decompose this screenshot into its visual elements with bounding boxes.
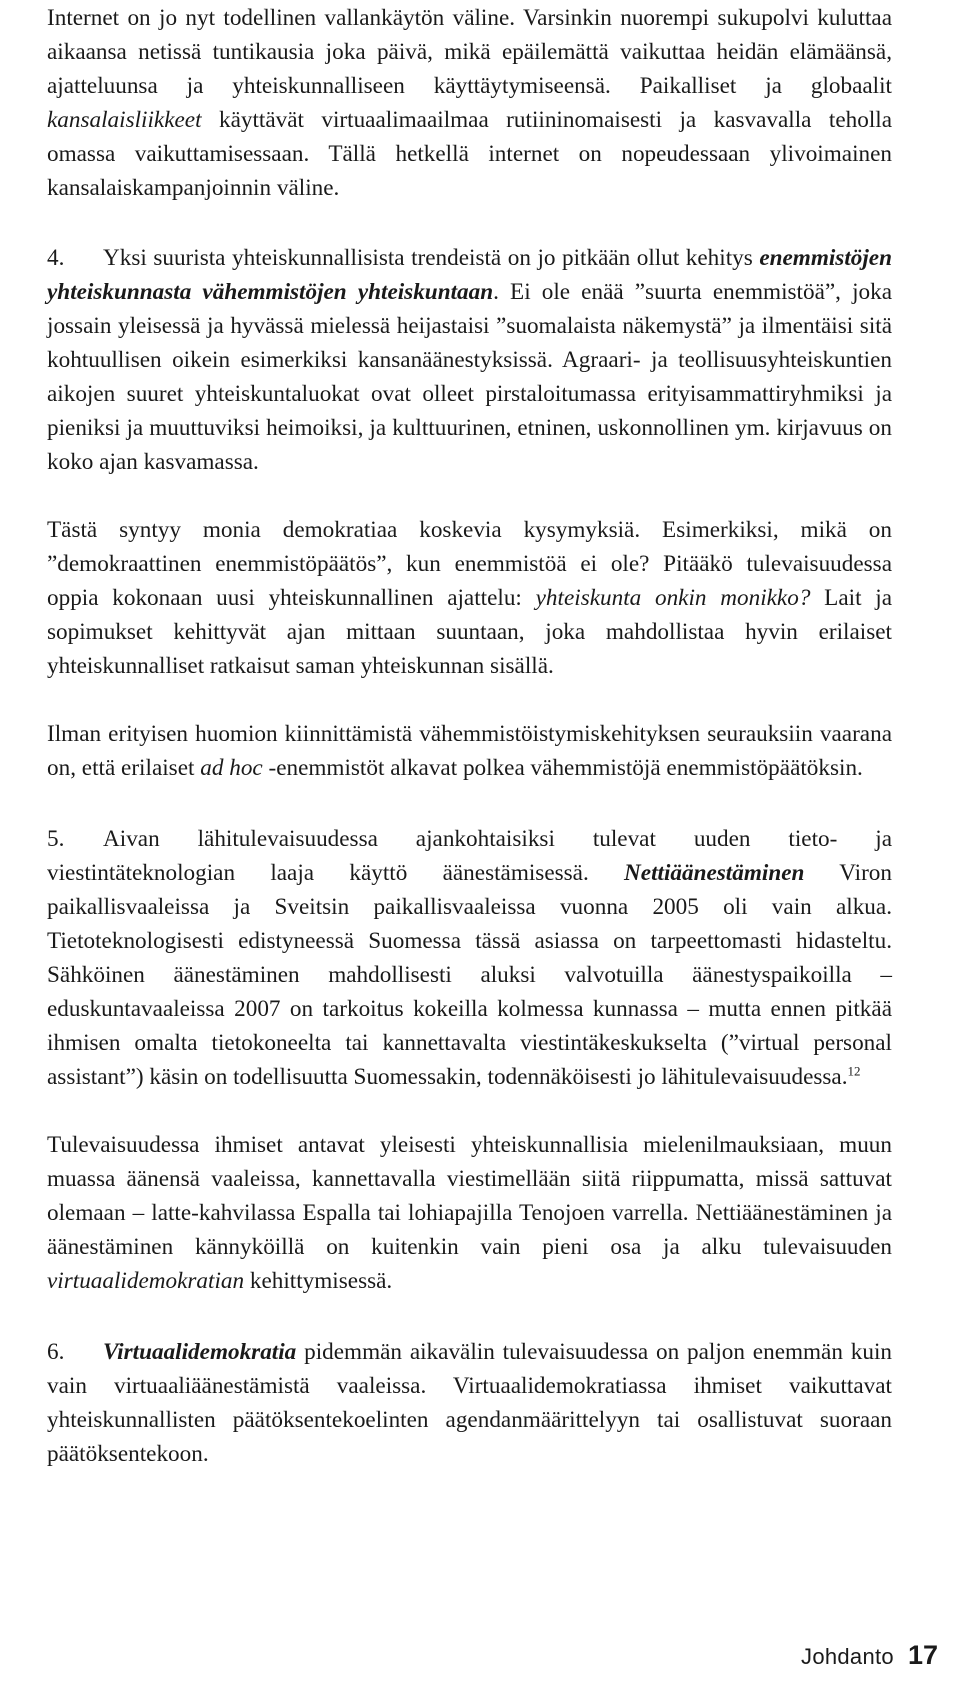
paragraph-minorities: Yksi suurista yhteiskunnallisista trendeistä on jo pitkään ollut kehitys enemmistöjen yhteiskunnasta vähemmistöjen yhteiskuntaan. Ei ole enää ”suurta enemmistöä”, joka jossain yleisessä ja hyvässä mielessä heijastaisi ”suomalaista näkemystä” ja ilmentäisi sitä kohtuullisen oikein esimerkiksi kansanäänestyksissä. Agraari- ja teollisuusyhteiskuntien aikojen suuret yhteiskuntaluokat ovat olleet pirstaloitumassa erityisammattiryhmiksi ja pieniksi ja muuttuviksi heimoiksi, ja kulttuurinen, etninen, uskonnollinen ym. kirjavuus on koko ajan kasvamassa.: [47, 245, 892, 475]
paragraph-e-voting: Aivan lähitulevaisuudessa ajankohtaisiksi tulevat uuden tieto- ja viestintäteknologian laaja käyttö äänestämisessä. Nettiäänestäminen Viron paikallisvaaleissa ja Sveitsin paikallisvaaleissa vuonna 2005 oli vain alkua. Tietoteknologisesti edistyneessä Suomessa tässä asiassa on tarpeettomasti hidasteltu. Sähköinen äänestäminen mahdollisesti aluksi valvotuilla äänestyspaikoilla – eduskuntavaaleissa 2007 on tarkoitus kokeilla kolmessa kunnassa – mutta ennen pitkää ihmisen omalta tietokoneelta tai kannettavalta viestintäkeskukselta (”virtual personal assistant”) käsin on todellisuutta Suomessakin, todennäköisesti jo lähitulevaisuudessa.$^{12}$: [47, 826, 892, 1090]
paragraph-internet: Internet on jo nyt todellinen vallankäytön väline. Varsinkin nuorempi sukupolvi kuluttaa aikaansa netissä tuntikausia joka päivä, mikä epäilemättä vaikuttaa heidän elämäänsä, ajatteluunsa ja yhteiskunnalliseen käyttäytymiseensä. Paikalliset ja globaalit kansalaisliikkeet käyttävät virtuaalimaailmaa rutiininomaisesti ja kasvavalla teholla omassa vaikuttamisessaan. Tällä hetkellä internet on nopeudessaan ylivoimainen kansalaiskampanjoinnin väline.: [47, 5, 892, 201]
list-item-4: [47, 241, 892, 785]
paragraph-future-voting: Tulevaisuudessa ihmiset antavat yleisesti yhteiskunnallisia mielenilmauksiaan, muun muassa äänensä vaaleissa, kannettavalla viestimellään siitä riippumatta, missä sattuvat olemaan – latte-kahvilassa Espalla tai lohiapajilla Tenojoen varrella. Nettiäänestäminen ja äänestäminen kännyköillä on kuitenkin vain pieni osa ja alku tulevaisuuden virtuaalidemokratian kehittymisessä.: [47, 1132, 892, 1294]
paragraph-virtual-democracy: Virtuaalidemokratia pidemmän aikavälin tulevaisuudessa on paljon enemmän kuin vain virtuaaliäänestämistä vaaleissa. Virtuaalidemokratiassa ihmiset vaikuttavat yhteiskunnallisten päätöksentekoelinten agendanmäärittelyyn tai osallistuvat suoraan päätöksentekoon.: [47, 1339, 892, 1467]
page-footer: [801, 1640, 938, 1671]
emphasis-monikko: yhteiskunta onkin monikko?: [535, 585, 811, 611]
item-number: 5.: [47, 826, 65, 852]
emphasis-kansalaisliikkeet: kansalaisliikkeet: [47, 107, 202, 133]
list-item-5: [47, 822, 892, 1298]
footnote-ref: 12: [847, 1063, 861, 1079]
paragraph-ad-hoc: Ilman erityisen huomion kiinnittämistä vähemmistöistymiskehityksen seurauksiin vaarana on, että erilaiset ad hoc -enemmistöt alkavat polkea vähemmistöjä enemmistöpäätöksin.: [47, 721, 892, 781]
list-item-6: [47, 1335, 892, 1471]
section-name: Johdanto: [801, 1644, 894, 1669]
item-number: 6.: [47, 1339, 65, 1365]
emphasis-nettiaanestaminen: Nettiäänestäminen: [624, 860, 805, 886]
emphasis-minorities: enemmistöjen yhteiskunnasta vähemmistöjen yhteiskuntaan: [47, 245, 892, 305]
emphasis-virtuaalidemokratia: Virtuaalidemokratia: [103, 1339, 297, 1365]
paragraph-democracy-questions: Tästä syntyy monia demokratiaa koskevia kysymyksiä. Esimerkiksi, mikä on ”demokraattinen enemmistöpäätös”, kun enemmistöä ei ole? Pitääkö tulevaisuudessa oppia kokonaan uusi yhteiskunnallinen ajattelu: yhteiskunta onkin monikko? Lait ja sopimukset kehittyvät ajan mittaan suuntaan, joka mahdollistaa hyvin erilaiset yhteiskunnalliset ratkaisut saman yhteiskunnan sisällä.: [47, 517, 893, 679]
item-number: 4.: [47, 245, 65, 271]
page-body: [47, 0, 892, 1471]
emphasis-virtuaalidemokratian: virtuaalidemokratian: [47, 1268, 245, 1294]
page-number: 17: [907, 1640, 938, 1670]
emphasis-ad-hoc: ad hoc: [200, 755, 263, 781]
